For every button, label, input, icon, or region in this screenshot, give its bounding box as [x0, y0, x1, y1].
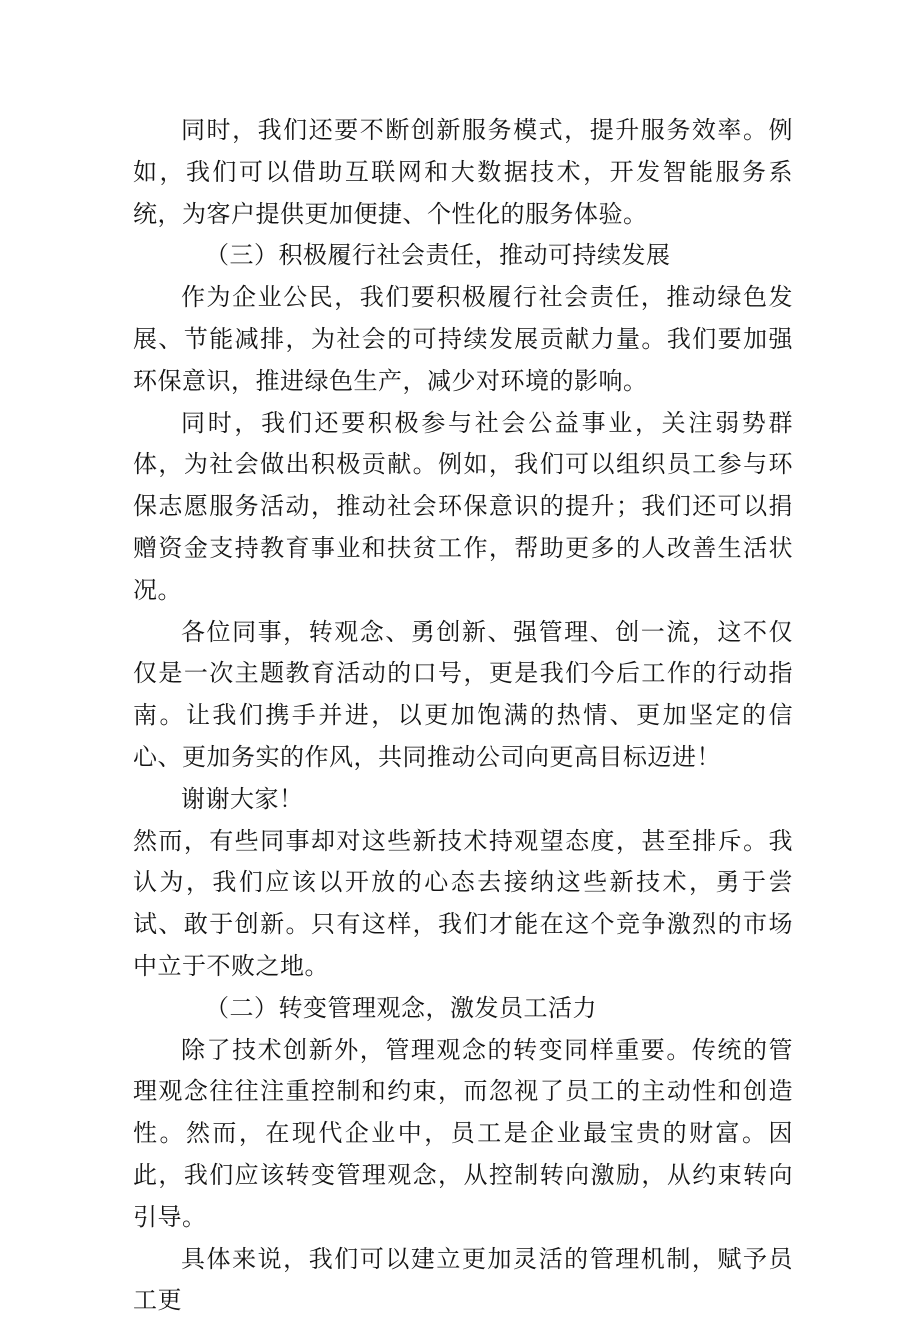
- paragraph-new-technology: 然而，有些同事却对这些新技术持观望态度，甚至排斥。我认为，我们应该以开放的心态去接纳这些新技术，勇于尝试、敢于创新。只有这样，我们才能在这个竞争激烈的市场中立于不败之地。: [133, 826, 793, 980]
- paragraph-service-innovation: 同时，我们还要不断创新服务模式，提升服务效率。例如，我们可以借助互联网和大数据技术，开发智能服务系统，为客户提供更加便捷、个性化的服务体验。: [133, 116, 793, 228]
- paragraph-thanks: 谢谢大家！: [181, 784, 304, 813]
- paragraph-management-concept: 除了技术创新外，管理观念的转变同样重要。传统的管理观念往往注重控制和约束，而忽视了员工的主动性和创造性。然而，在现代企业中，员工是企业最宝贵的财富。因此，我们应该转变管理观念，从控制转向激励，从约束转向引导。: [133, 1035, 793, 1231]
- paragraph-colleagues-call: 各位同事，转观念、勇创新、强管理、创一流，这不仅仅是一次主题教育活动的口号，更是我们今后工作的行动指南。让我们携手并进，以更加饱满的热情、更加坚定的信心、更加务实的作风，共同推动公司向更高目标迈进！: [133, 617, 793, 771]
- paragraph-public-welfare: 同时，我们还要积极参与社会公益事业，关注弱势群体，为社会做出积极贡献。例如，我们可以组织员工参与环保志愿服务活动，推动社会环保意识的提升；我们还可以捐赠资金支持教育事业和扶贫工作，帮助更多的人改善生活状况。: [133, 408, 793, 604]
- paragraph-flexible-mechanism: 具体来说，我们可以建立更加灵活的管理机制，赋予员工更: [133, 1244, 793, 1315]
- section-heading-two: （二）转变管理观念，激发员工活力: [205, 993, 597, 1022]
- section-heading-three: （三）积极履行社会责任，推动可持续发展: [205, 241, 671, 270]
- paragraph-corporate-citizen: 作为企业公民，我们要积极履行社会责任，推动绿色发展、节能减排，为社会的可持续发展贡献力量。我们要加强环保意识，推进绿色生产，减少对环境的影响。: [133, 283, 793, 395]
- document-body: [133, 110, 793, 1322]
